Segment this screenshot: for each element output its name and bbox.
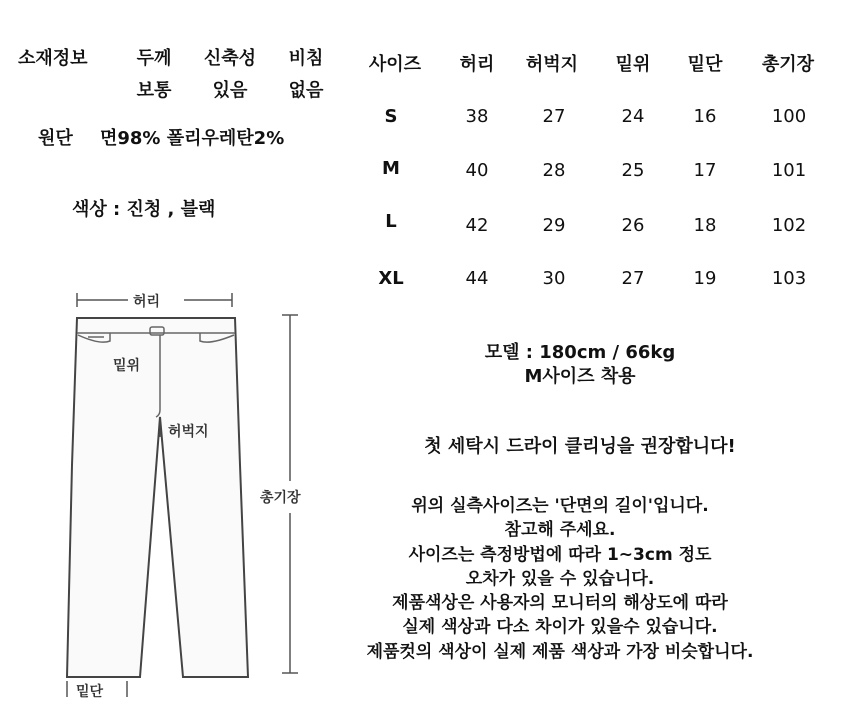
note-line: 참고해 주세요. — [504, 520, 616, 541]
wash-note: 첫 세탁시 드라이 클리닝을 권장합니다! — [424, 436, 736, 457]
cell-rise: 25 — [621, 160, 645, 181]
cell-hem: 18 — [693, 215, 717, 236]
diagram-label-hem: 밑단 — [76, 684, 104, 700]
color-info: 색상 : 진청 , 블랙 — [72, 199, 216, 220]
cell-length: 103 — [771, 268, 807, 289]
fabric-value: 면98% 폴리우레탄2% — [100, 128, 285, 149]
cell-size: L — [385, 211, 397, 232]
note-line: 제품컷의 색상이 실제 제품 색상과 가장 비슷합니다. — [366, 641, 754, 662]
cell-rise: 27 — [621, 268, 645, 289]
cell-size: M — [382, 158, 400, 179]
material-header: 소재정보 — [18, 48, 88, 69]
stretch-label: 신축성 — [203, 48, 257, 69]
cell-thigh: 30 — [542, 268, 566, 289]
header-thigh: 허벅지 — [525, 54, 579, 75]
note-line: 사이즈는 측정방법에 따라 1~3cm 정도 — [408, 544, 712, 565]
cell-size: XL — [378, 268, 404, 289]
header-rise: 밑위 — [615, 54, 651, 75]
diagram-label-rise: 밑위 — [113, 358, 141, 374]
diagram-label-length: 총기장 — [260, 490, 301, 506]
cell-waist: 44 — [465, 268, 489, 289]
diagram-label-waist: 허리 — [133, 294, 161, 310]
model-size-worn: M사이즈 착용 — [524, 366, 636, 387]
header-waist: 허리 — [459, 54, 495, 75]
see-through-value: 없음 — [288, 80, 324, 101]
note-line: 위의 실측사이즈는 '단면의 길이'입니다. — [411, 496, 709, 516]
see-through-label: 비침 — [288, 48, 324, 69]
thickness-value: 보통 — [136, 80, 172, 101]
cell-thigh: 27 — [542, 106, 566, 127]
header-size: 사이즈 — [368, 54, 422, 75]
cell-length: 101 — [771, 160, 807, 181]
cell-length: 102 — [771, 215, 807, 236]
cell-hem: 19 — [693, 268, 717, 289]
note-line: 오차가 있을 수 있습니다. — [465, 568, 655, 589]
note-line: 제품색상은 사용자의 모니터의 해상도에 따라 — [392, 593, 728, 614]
fabric-label: 원단 — [38, 128, 73, 149]
cell-hem: 17 — [693, 160, 717, 181]
cell-waist: 42 — [465, 215, 489, 236]
cell-hem: 16 — [693, 106, 717, 127]
cell-thigh: 28 — [542, 160, 566, 181]
diagram-label-thigh: 허벅지 — [168, 424, 209, 440]
cell-waist: 40 — [465, 160, 489, 181]
cell-rise: 24 — [621, 106, 645, 127]
cell-size: S — [384, 106, 398, 127]
cell-waist: 38 — [465, 106, 489, 127]
pants-diagram — [0, 285, 345, 700]
note-line: 실제 색상과 다소 차이가 있을수 있습니다. — [402, 617, 718, 638]
cell-length: 100 — [771, 106, 807, 127]
stretch-value: 있음 — [212, 80, 248, 101]
cell-thigh: 29 — [542, 215, 566, 236]
thickness-label: 두께 — [136, 48, 172, 69]
model-info: 모델 : 180cm / 66kg — [484, 342, 676, 363]
size-notes — [350, 494, 770, 664]
header-length: 총기장 — [761, 54, 815, 75]
cell-rise: 26 — [621, 215, 645, 236]
header-hem: 밑단 — [687, 54, 723, 75]
